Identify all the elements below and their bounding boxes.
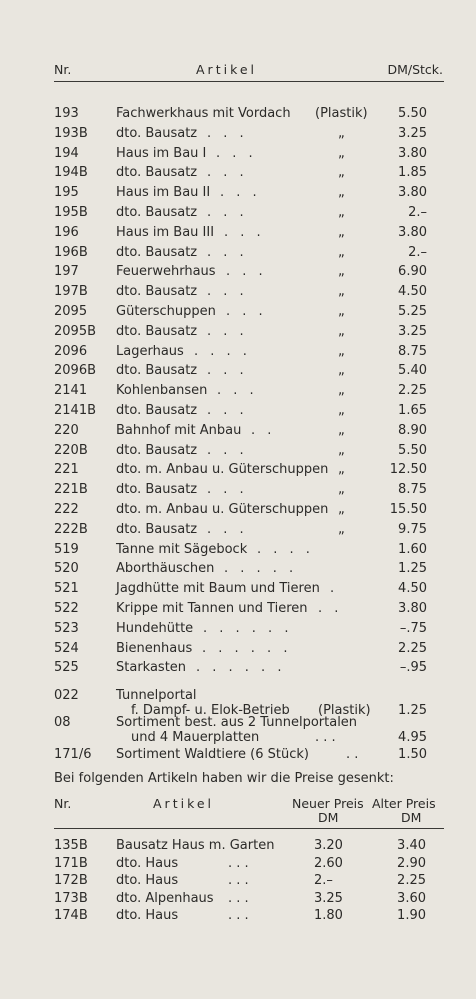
leader-dots: . . . <box>207 442 244 458</box>
item-number: 2096 <box>54 343 88 359</box>
leader-dots: . . . <box>226 264 263 280</box>
item-price: 1.60 <box>398 541 427 557</box>
reduced-header-new-price: Neuer Preis <box>292 796 364 811</box>
reduced-header-artikel: Artikel <box>153 796 215 811</box>
item-name: Aborthäuschen <box>116 561 215 577</box>
item-number: 220B <box>54 442 88 458</box>
item-name: Haus im Bau I <box>116 145 207 161</box>
item-name: dto. Bausatz <box>116 165 198 181</box>
item-name: Feuerwehrhaus <box>116 264 216 280</box>
item-name: dto. Haus <box>116 873 179 888</box>
ditto-mark: „ <box>338 284 345 300</box>
leader-dots: . . . . . . <box>203 620 289 636</box>
item-number: 197 <box>54 264 79 280</box>
ditto-mark: „ <box>338 422 345 438</box>
new-price: 3.25 <box>314 890 343 906</box>
leader-dots: . . . <box>207 205 244 220</box>
item-price: 4.95 <box>398 730 427 745</box>
ditto-mark: „ <box>338 205 345 220</box>
item-name: Sortiment Waldtiere (6 Stück) <box>116 747 309 762</box>
item-name: dto. m. Anbau u. Güterschuppen <box>116 502 329 517</box>
item-number: 221B <box>54 482 88 498</box>
item-number: 195B <box>54 205 88 220</box>
item-name: dto. Bausatz <box>116 284 198 300</box>
ditto-mark: „ <box>338 383 345 399</box>
leader-dots: . . . . . <box>224 561 294 577</box>
item-number: 524 <box>54 640 79 656</box>
item-price: 4.50 <box>398 581 427 597</box>
item-name: Fachwerkhaus mit Vordach <box>116 106 291 121</box>
leader-dots: . . . <box>217 383 254 399</box>
ditto-mark: „ <box>338 482 345 498</box>
new-price: 3.20 <box>314 838 343 853</box>
ditto-mark: „ <box>338 145 345 161</box>
leader-dots: . . . . <box>257 541 310 557</box>
new-price: 1.80 <box>314 908 343 923</box>
reduced-header-old-price: Alter Preis <box>372 796 436 811</box>
item-material: (Plastik) <box>318 703 371 718</box>
item-price: 5.50 <box>398 106 427 121</box>
item-name: Haus im Bau II <box>116 185 211 201</box>
item-price: 2.– <box>408 244 427 260</box>
item-number: 520 <box>54 561 79 577</box>
item-number: 222B <box>54 521 88 537</box>
column-header-artikel: Artikel <box>196 62 258 77</box>
item-number: 222 <box>54 502 79 517</box>
leader-dots: . . . <box>224 224 261 240</box>
old-price: 3.60 <box>397 890 426 906</box>
new-price: 2.– <box>314 873 333 888</box>
item-number: 193 <box>54 106 79 121</box>
item-material: (Plastik) <box>315 106 368 121</box>
item-price: 6.90 <box>398 264 427 280</box>
ditto-mark: „ <box>338 125 345 141</box>
item-name: Haus im Bau III <box>116 224 215 240</box>
item-name: Tunnelportal <box>116 688 197 703</box>
item-name: dto. Bausatz <box>116 125 198 141</box>
item-name: Krippe mit Tannen und Tieren <box>116 601 308 616</box>
item-price: 1.65 <box>398 403 427 418</box>
item-price: 4.50 <box>398 284 427 300</box>
reduced-header-new-unit: DM <box>318 810 339 825</box>
leader-dots: . . . <box>228 855 249 871</box>
reduced-header-nr: Nr. <box>54 796 72 811</box>
item-name: dto. m. Anbau u. Güterschuppen <box>116 462 329 478</box>
ditto-mark: „ <box>338 462 345 478</box>
ditto-mark: „ <box>338 165 345 181</box>
item-price: –.95 <box>399 660 427 676</box>
header-rule <box>54 81 444 82</box>
item-name: dto. Bausatz <box>116 205 198 220</box>
leader-dots: . . <box>346 747 359 762</box>
item-number: 135B <box>54 838 88 853</box>
item-number: 2095 <box>54 304 88 319</box>
item-name: dto. Bausatz <box>116 244 198 260</box>
item-number: 172B <box>54 873 88 888</box>
item-number: 2095B <box>54 323 97 339</box>
item-price: 3.80 <box>398 185 427 201</box>
item-number: 195 <box>54 185 79 201</box>
new-price: 2.60 <box>314 855 343 871</box>
item-number: 525 <box>54 660 79 676</box>
item-price: 5.25 <box>398 304 427 319</box>
item-name: dto. Bausatz <box>116 363 198 379</box>
leader-dots: . . . <box>207 521 244 537</box>
item-price: 1.25 <box>398 703 427 718</box>
item-number: 193B <box>54 125 88 141</box>
old-price: 2.25 <box>397 873 426 888</box>
item-number: 197B <box>54 284 88 300</box>
item-name: dto. Bausatz <box>116 403 198 418</box>
item-name: dto. Bausatz <box>116 521 198 537</box>
leader-dots: . . . . . . <box>196 660 282 676</box>
item-name-line2: f. Dampf- u. Elok-Betrieb <box>131 703 290 718</box>
item-price: 3.80 <box>398 601 427 616</box>
item-number: 196B <box>54 244 88 260</box>
item-price: 3.25 <box>398 125 427 141</box>
item-number: 522 <box>54 601 79 616</box>
item-name: dto. Bausatz <box>116 323 198 339</box>
item-name: Tanne mit Sägebock <box>116 541 248 557</box>
leader-dots: . . . <box>207 125 244 141</box>
leader-dots: . . . <box>207 244 244 260</box>
item-name: Starkasten <box>116 660 187 676</box>
item-number: 221 <box>54 462 79 478</box>
item-name: dto. Haus <box>116 908 179 923</box>
item-number: 194 <box>54 145 79 161</box>
item-price: 1.85 <box>398 165 427 181</box>
item-price: 3.80 <box>398 145 427 161</box>
ditto-mark: „ <box>338 343 345 359</box>
item-price: 8.75 <box>398 343 427 359</box>
ditto-mark: „ <box>338 323 345 339</box>
item-number: 171/6 <box>54 747 92 762</box>
leader-dots: . . . <box>220 185 257 201</box>
item-number: 022 <box>54 688 79 703</box>
item-price: –.75 <box>399 620 427 636</box>
leader-dots: . <box>330 581 335 597</box>
item-number: 08 <box>54 715 71 730</box>
item-number: 2096B <box>54 363 97 379</box>
item-price: 5.50 <box>398 442 427 458</box>
leader-dots: . . <box>251 422 272 438</box>
item-price: 8.75 <box>398 482 427 498</box>
item-name: Kohlenbansen <box>116 383 208 399</box>
leader-dots: . . <box>318 601 339 616</box>
item-name: Sortiment best. aus 2 Tunnelportalen <box>116 715 358 730</box>
item-price: 2.– <box>408 205 427 220</box>
ditto-mark: „ <box>338 403 345 418</box>
column-header-nr: Nr. <box>54 62 72 77</box>
ditto-mark: „ <box>338 304 345 319</box>
item-price: 2.25 <box>398 383 427 399</box>
leader-dots: . . . . . . <box>202 640 288 656</box>
ditto-mark: „ <box>338 224 345 240</box>
ditto-mark: „ <box>338 521 345 537</box>
reduced-prices-note: Bei folgenden Artikeln haben wir die Preise gesenkt: <box>54 771 394 786</box>
ditto-mark: „ <box>338 244 345 260</box>
leader-dots: . . . <box>228 890 249 906</box>
reduced-header-rule <box>54 828 444 829</box>
ditto-mark: „ <box>338 442 345 458</box>
item-price: 1.25 <box>398 561 427 577</box>
item-name-line2: und 4 Mauerplatten <box>131 730 260 745</box>
item-name: Bienenhaus <box>116 640 193 656</box>
item-number: 2141B <box>54 403 97 418</box>
item-price: 3.80 <box>398 224 427 240</box>
leader-dots: . . . <box>207 284 244 300</box>
item-price: 2.25 <box>398 640 427 656</box>
leader-dots: . . . <box>228 873 249 888</box>
leader-dots: . . . . <box>194 343 247 359</box>
item-name: Jagdhütte mit Baum und Tieren <box>116 581 320 597</box>
item-name: dto. Haus <box>116 855 179 871</box>
ditto-mark: „ <box>338 264 345 280</box>
old-price: 1.90 <box>397 908 426 923</box>
leader-dots: . . . <box>207 363 244 379</box>
item-name: Lagerhaus <box>116 343 184 359</box>
item-price: 3.25 <box>398 323 427 339</box>
leader-dots: . . . <box>226 304 263 319</box>
old-price: 2.90 <box>397 855 426 871</box>
leader-dots: . . . <box>315 730 336 745</box>
item-price: 5.40 <box>398 363 427 379</box>
item-name: Hundehütte <box>116 620 194 636</box>
item-price: 12.50 <box>389 462 427 478</box>
item-price: 9.75 <box>398 521 427 537</box>
column-header-price: DM/Stck. <box>387 62 443 77</box>
leader-dots: . . . <box>207 482 244 498</box>
item-name: Güterschuppen <box>116 304 216 319</box>
item-number: 2141 <box>54 383 88 399</box>
item-name: dto. Bausatz <box>116 482 198 498</box>
item-price: 15.50 <box>389 502 427 517</box>
item-number: 220 <box>54 422 79 438</box>
leader-dots: . . . <box>207 403 244 418</box>
item-name: dto. Alpenhaus <box>116 890 214 906</box>
leader-dots: . . . <box>207 323 244 339</box>
leader-dots: . . . <box>228 908 249 923</box>
item-price: 1.50 <box>398 747 427 762</box>
reduced-header-old-unit: DM <box>401 810 422 825</box>
item-number: 173B <box>54 890 88 906</box>
ditto-mark: „ <box>338 502 345 517</box>
leader-dots: . . . <box>207 165 244 181</box>
item-name: Bahnhof mit Anbau <box>116 422 242 438</box>
item-name: Bausatz Haus m. Garten <box>116 838 275 853</box>
old-price: 3.40 <box>397 838 426 853</box>
item-price: 8.90 <box>398 422 427 438</box>
item-number: 523 <box>54 620 79 636</box>
item-number: 519 <box>54 541 79 557</box>
item-number: 194B <box>54 165 88 181</box>
ditto-mark: „ <box>338 363 345 379</box>
item-number: 174B <box>54 908 88 923</box>
item-number: 521 <box>54 581 79 597</box>
item-number: 171B <box>54 855 88 871</box>
item-name: dto. Bausatz <box>116 442 198 458</box>
ditto-mark: „ <box>338 185 345 201</box>
item-number: 196 <box>54 224 79 240</box>
leader-dots: . . . <box>216 145 253 161</box>
